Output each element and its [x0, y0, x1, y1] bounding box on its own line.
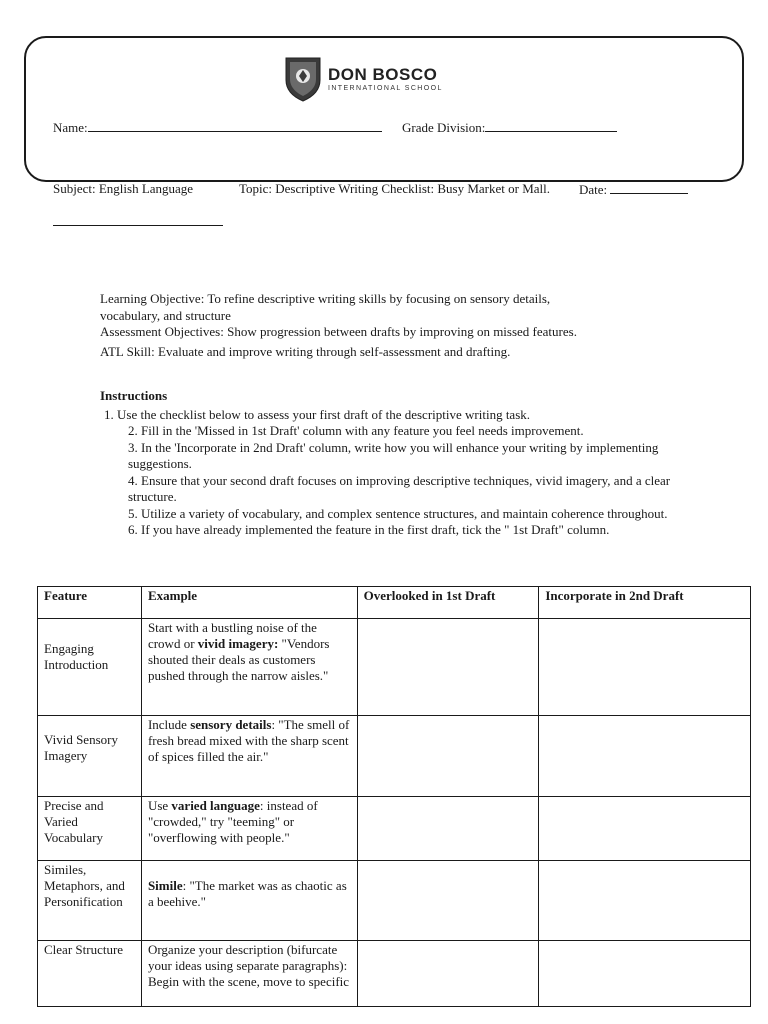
example-text: "Vendors shouted their deals as customers pushed through the narrow aisles."	[147, 636, 330, 683]
example-cell	[141, 716, 357, 797]
example-cell	[141, 861, 357, 941]
grade-label: Grade Division:	[402, 120, 486, 135]
incorporate-cell[interactable]	[539, 716, 751, 797]
checklist-table	[37, 586, 751, 1007]
learning-objective-line-1: Learning Objective: To refine descriptive writing skills by focusing on sensory details,	[100, 291, 551, 306]
date-blank-continued[interactable]	[53, 213, 223, 230]
grade-field[interactable]	[402, 119, 617, 136]
grade-blank[interactable]	[485, 119, 617, 132]
school-crest-icon	[284, 56, 322, 102]
header-example: Example	[141, 587, 357, 619]
topic-text: Topic: Descriptive Writing Checklist: Busy Market or Mall.	[239, 181, 550, 196]
instruction-item-4: 4. Ensure that your second draft focuses on improving descriptive techniques, vivid imagery, and a clear structure.	[128, 472, 671, 504]
date-field[interactable]	[579, 181, 688, 198]
overlooked-cell[interactable]	[357, 941, 539, 1007]
header-feature: Feature	[38, 587, 142, 619]
example-cell	[141, 619, 357, 716]
feature-cell: Engaging Introduction	[38, 619, 142, 716]
date-label: Date:	[579, 182, 608, 197]
objectives-block	[100, 291, 660, 360]
table-row	[38, 619, 751, 716]
example-bold: varied language	[171, 798, 260, 813]
example-bold: Simile	[147, 878, 183, 893]
incorporate-cell[interactable]	[539, 797, 751, 861]
overlooked-cell[interactable]	[357, 797, 539, 861]
table-header-row	[38, 587, 751, 619]
learning-objective-line-2: vocabulary, and structure	[100, 307, 231, 323]
incorporate-cell[interactable]	[539, 861, 751, 941]
example-cell	[141, 797, 357, 861]
atl-skill: ATL Skill: Evaluate and improve writing through self-assessment and drafting.	[100, 343, 511, 359]
example-text: Use	[147, 798, 172, 813]
subject-text: Subject: English Language	[53, 181, 194, 196]
incorporate-cell[interactable]	[539, 941, 751, 1007]
feature-cell: Vivid Sensory Imagery	[38, 716, 142, 797]
instructions-block	[100, 388, 680, 539]
date-blank-line-2	[53, 213, 223, 226]
school-logo	[284, 56, 443, 102]
feature-cell: Similes, Metaphors, and Personification	[38, 861, 142, 941]
example-bold: vivid imagery:	[197, 636, 279, 651]
name-field[interactable]	[53, 119, 382, 136]
example-text: : instead of "crowded," try "teeming" or "overflowing with people."	[147, 798, 318, 845]
instruction-item-5: 5. Utilize a variety of vocabulary, and complex sentence structures, and maintain coherence throughout.	[128, 505, 668, 521]
date-blank[interactable]	[610, 181, 688, 194]
school-subtitle: INTERNATIONAL SCHOOL	[328, 84, 443, 92]
overlooked-cell[interactable]	[357, 619, 539, 716]
table-row	[38, 861, 751, 941]
instruction-item-1: 1. Use the checklist below to assess your first draft of the descriptive writing task.	[104, 406, 531, 422]
instructions-heading: Instructions	[100, 388, 168, 403]
name-blank[interactable]	[88, 119, 382, 132]
instruction-item-2: 2. Fill in the 'Missed in 1st Draft' column with any feature you feel needs improvement.	[128, 423, 584, 438]
table-row	[38, 716, 751, 797]
overlooked-cell[interactable]	[357, 861, 539, 941]
feature-cell: Precise and Varied Vocabulary	[38, 797, 142, 861]
instruction-item-3: 3. In the 'Incorporate in 2nd Draft' column, write how you will enhance your writing by implementing suggestions.	[128, 439, 659, 471]
table-row	[38, 941, 751, 1007]
overlooked-cell[interactable]	[357, 716, 539, 797]
example-text: Organize your description (bifurcate your ideas using separate paragraphs): Begin with the scene, move to specific	[147, 942, 350, 989]
feature-cell: Clear Structure	[38, 941, 142, 1007]
incorporate-cell[interactable]	[539, 619, 751, 716]
table-row	[38, 797, 751, 861]
example-bold: sensory details	[190, 717, 272, 732]
example-text: : "The market was as chaotic as a beehive."	[147, 878, 347, 909]
school-name: DON BOSCO	[328, 64, 438, 84]
example-text: Start with a bustling noise of the crowd or	[147, 620, 317, 651]
name-label: Name:	[53, 120, 88, 135]
example-text: Include	[147, 717, 191, 732]
example-cell	[141, 941, 357, 1007]
assessment-objectives: Assessment Objectives: Show progression between drafts by improving on missed features.	[100, 324, 577, 339]
instruction-item-6: 6. If you have already implemented the feature in the first draft, tick the " 1st Draft" column.	[128, 522, 610, 537]
header-overlooked: Overlooked in 1st Draft	[357, 587, 539, 619]
example-text: : "The smell of fresh bread mixed with the sharp scent of spices filled the air."	[147, 717, 350, 764]
header-incorporate: Incorporate in 2nd Draft	[539, 587, 751, 619]
